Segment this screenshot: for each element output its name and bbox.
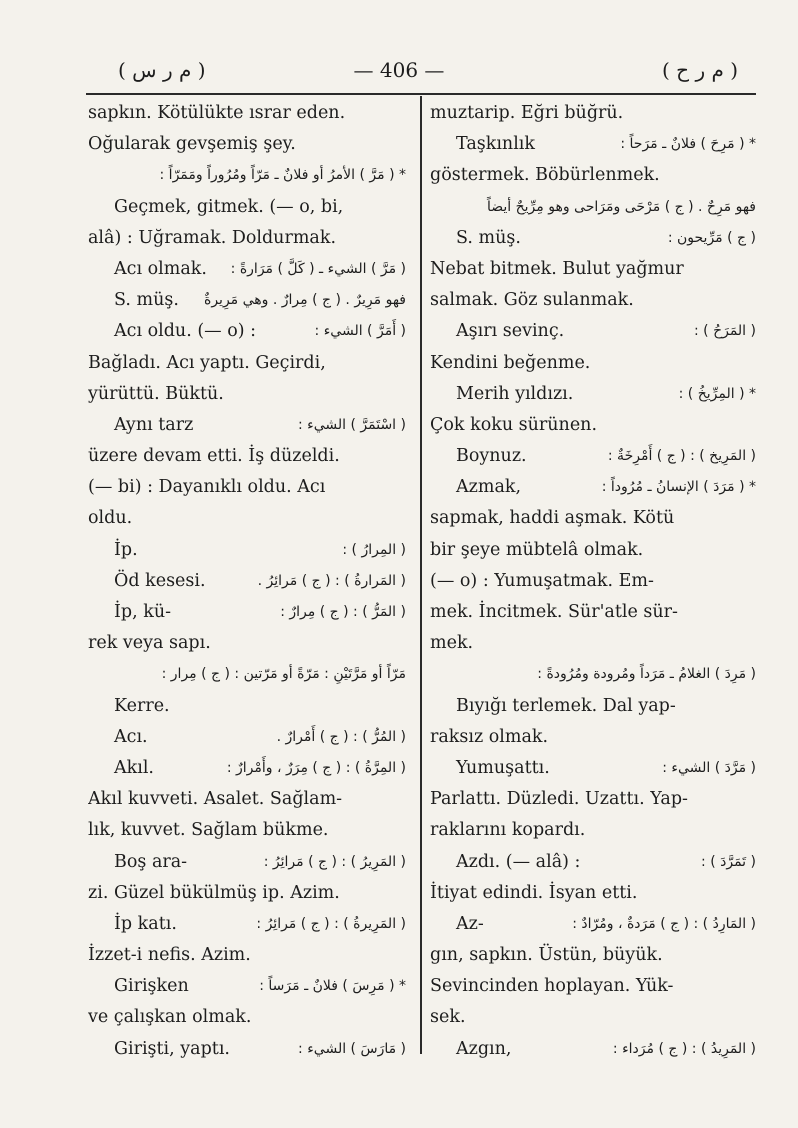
turkish-text: Öd kesesi. [114,570,206,591]
entry-line [430,784,756,815]
entry-line [430,285,756,316]
entry-line [88,348,406,379]
turkish-text: İp katı. [114,913,177,934]
turkish-text: Akıl kuvveti. Asalet. Sağlam- [88,789,343,810]
header-right-root: ( م ر ح ) [662,58,739,82]
turkish-text: Bağladı. Acı yaptı. Geçirdi, [88,352,326,373]
arabic-headword: ( المَارِدُ ) : ( ج ) مَرَدةٌ ، ومُرّادٌ : [572,915,756,932]
column-divider [420,96,422,1054]
entry-line [88,98,406,129]
entry-line [88,722,406,753]
arabic-headword: * ( المِرِّيخُ ) : [678,385,756,402]
entry-line [88,628,406,659]
arabic-headword: ( مَرِدَ ) الغلامُ ـ مَرَداً ومُرودة ومُرُودةً : [537,666,756,683]
turkish-text: Nebat bitmek. Bulut yağmur [430,258,684,279]
entry-line [88,316,406,347]
entry-line [88,1002,406,1033]
turkish-text: muztarip. Eğri büğrü. [430,103,624,123]
entry-line [88,940,406,971]
arabic-headword: ( المِرَّةُ ) : ( ج ) مِرَرٌ ، وأَمْرارٌ : [226,759,406,776]
turkish-text: Yumuşattı. [456,757,550,778]
turkish-text: Acı. [114,726,148,747]
turkish-text: Girişti, yaptı. [114,1038,230,1059]
entry-line [430,1002,756,1033]
turkish-text: Sevincinden hoplayan. Yük- [430,976,674,997]
turkish-text: (— o) : Yumuşatmak. Em- [430,570,654,591]
entry-line [430,597,756,628]
entry-line [88,784,406,815]
entry-line [430,316,756,347]
turkish-text: alâ) : Uğramak. Doldurmak. [88,227,337,248]
turkish-text: rek veya sapı. [88,633,211,654]
turkish-text: salmak. Göz sulanmak. [430,290,634,311]
entry-line [430,753,756,784]
entry-line [430,192,756,223]
turkish-text: sapmak, haddi aşmak. Kötü [430,508,675,529]
entry-line [88,379,406,410]
page-number: — 406 — [353,58,445,82]
entry-line [88,691,406,722]
turkish-text: Taşkınlık [456,134,535,155]
entry-line [430,878,756,909]
turkish-text: İtiyat edindi. İsyan etti. [430,882,638,903]
entry-line [430,722,756,753]
turkish-text: lık, kuvvet. Sağlam bükme. [88,820,329,841]
turkish-text: bir şeye mübtelâ olmak. [430,539,644,560]
turkish-text: İzzet-i nefis. Azim. [88,945,251,966]
entry-line [430,223,756,254]
turkish-text: Azgın, [456,1038,512,1059]
turkish-text: Oğularak gevşemiş şey. [88,134,296,155]
arabic-headword: ( المَرِيدُ ) : ( ج ) مُرَداء : [612,1040,756,1057]
entry-line [88,441,406,472]
arabic-headword: ( تَمَرَّدَ ) : [701,853,756,870]
turkish-text: Kendini beğenme. [430,352,591,373]
entry-line [88,659,406,690]
turkish-text: Merih yıldızı. [456,383,574,404]
entry-line [430,129,756,160]
turkish-text: Acı olmak. [114,258,207,279]
entry-line [430,847,756,878]
entry-line [430,98,756,129]
turkish-text: Bıyığı terlemek. Dal yap- [456,695,676,716]
turkish-text: Boş ara- [114,851,188,872]
turkish-text: Azdı. (— alâ) : [456,851,581,872]
turkish-text: Kerre. [114,695,170,716]
arabic-headword: ( المَرُّ ) : ( ج ) مِرارٌ : [280,604,406,620]
arabic-headword: * ( مَرَّ ) الأمرُ أو فلانٌ ـ مَرّاً ومُرُوراً ومَمَرّاً : [159,167,406,184]
turkish-text: Akıl. [114,757,154,778]
arabic-headword: ( مَارَسَ ) الشيء : [298,1040,406,1057]
entry-line [430,254,756,285]
arabic-headword: ( المَرِيرُ ) : ( ج ) مَرائِرُ : [263,853,406,870]
entry-line [88,847,406,878]
arabic-headword: فهو مَرِحٌ . ( ج ) مَرْحَى ومَرَاحى وهو مِرِّيحٌ أيضاً [486,198,756,215]
entry-line [88,192,406,223]
turkish-text: sapkın. Kötülükte ısrar eden. [88,103,346,123]
turkish-text: mek. [430,633,474,654]
turkish-text: (— bi) : Dayanıklı oldu. Acı [88,477,326,498]
turkish-text: Az- [456,913,484,934]
entry-line [88,1034,406,1065]
entry-line [88,566,406,597]
entry-line [430,566,756,597]
turkish-text: raksız olmak. [430,726,549,747]
entry-line [430,348,756,379]
entry-line [430,940,756,971]
header-left-root: ( م ر س ) [118,58,206,82]
arabic-headword: ( اسْتَمَرَّ ) الشيء : [297,416,406,433]
entry-line [88,223,406,254]
entry-line [88,815,406,846]
turkish-text: Çok koku sürünen. [430,414,598,435]
arabic-headword: ( أَمَرَّ ) الشيء : [314,323,406,340]
entry-line [88,535,406,566]
entry-line [88,878,406,909]
arabic-headword: ( المِرارُ ) : [342,541,406,558]
turkish-text: zi. Güzel bükülmüş ip. Azim. [88,882,340,903]
right-column [430,98,756,1065]
turkish-text: S. müş. [456,227,521,248]
entry-line [430,909,756,940]
arabic-headword: ( مَرَّ ) الشيء ـ ( كَلَّ ) مَرَارةً : [230,260,406,277]
turkish-text: gın, sapkın. Üstün, büyük. [430,945,663,966]
turkish-text: ve çalışkan olmak. [88,1007,252,1028]
turkish-text: S. müş. [114,290,179,311]
turkish-text: Boynuz. [456,446,527,467]
arabic-headword: ( المَرارةُ ) : ( ج ) مَرائِرُ . [257,572,406,589]
turkish-text: sek. [430,1007,466,1028]
entry-line [430,1034,756,1065]
entry-line [430,971,756,1002]
entry-line [88,129,406,160]
arabic-headword: ( المَرَحُ ) : [693,323,756,340]
left-column [88,98,406,1065]
turkish-text: Girişken [114,976,189,997]
arabic-headword: * ( مَرِحَ ) فلانٌ ـ مَرَحاً : [620,136,756,153]
turkish-text: İp, kü- [114,602,172,622]
turkish-text: üzere devam etti. İş düzeldi. [88,446,340,467]
arabic-headword: * ( مَرِسَ ) فلانٌ ـ مَرَساً : [259,978,406,995]
arabic-headword: ( المَرِيخ ) : ( ج ) أَمْرِخَةٌ : [607,448,756,465]
turkish-text: Parlattı. Düzledi. Uzattı. Yap- [430,789,688,810]
entry-line [88,597,406,628]
arabic-headword: فهو مَرِيرٌ . ( ج ) مِرارٌ . وهي مَرِيرةٌ [203,292,406,309]
header-rule [86,93,756,95]
turkish-text: mek. İncitmek. Sür'atle sür- [430,602,678,622]
entry-line [88,971,406,1002]
entry-line [430,441,756,472]
entry-line [430,410,756,441]
entry-line [88,285,406,316]
turkish-text: Azmak, [456,477,522,498]
entry-line [430,535,756,566]
arabic-headword: ( مَرَّدَ ) الشيء : [662,759,756,776]
entry-line [88,503,406,534]
entry-line [430,379,756,410]
entry-line [430,628,756,659]
entry-line [88,753,406,784]
entry-line [430,815,756,846]
turkish-text: yürüttü. Büktü. [88,383,224,404]
turkish-text: Aşırı sevinç. [456,321,565,342]
turkish-text: İp. [114,539,138,560]
entry-line [430,503,756,534]
entry-line [88,254,406,285]
arabic-headword: ( ج ) مَرِّيحون : [667,229,756,246]
turkish-text: raklarını kopardı. [430,820,586,841]
entry-line [430,691,756,722]
entry-line [88,410,406,441]
arabic-headword: ( المُرُّ ) : ( ج ) أَمْرارٌ . [276,728,406,745]
turkish-text: oldu. [88,508,133,529]
turkish-text: Acı oldu. (— o) : [114,321,257,342]
entry-line [88,472,406,503]
entry-line [430,659,756,690]
entry-line [430,160,756,191]
entry-line [88,160,406,191]
arabic-headword: * ( مَرَدَ ) الإنسانُ ـ مُرُوداً : [601,479,756,496]
turkish-text: Aynı tarz [114,414,194,435]
entry-line [88,909,406,940]
arabic-headword: ( المَرِيرةُ ) : ( ج ) مَرائِرُ : [256,915,406,932]
turkish-text: Geçmek, gitmek. (— o, bi, [114,196,344,217]
turkish-text: göstermek. Böbürlenmek. [430,165,660,186]
entry-line [430,472,756,503]
arabic-headword: مَرّاً أو مَرَّتَيْنِ : مَرّةً أو مَرّتين : ( ج ) مِرار : [161,666,406,683]
